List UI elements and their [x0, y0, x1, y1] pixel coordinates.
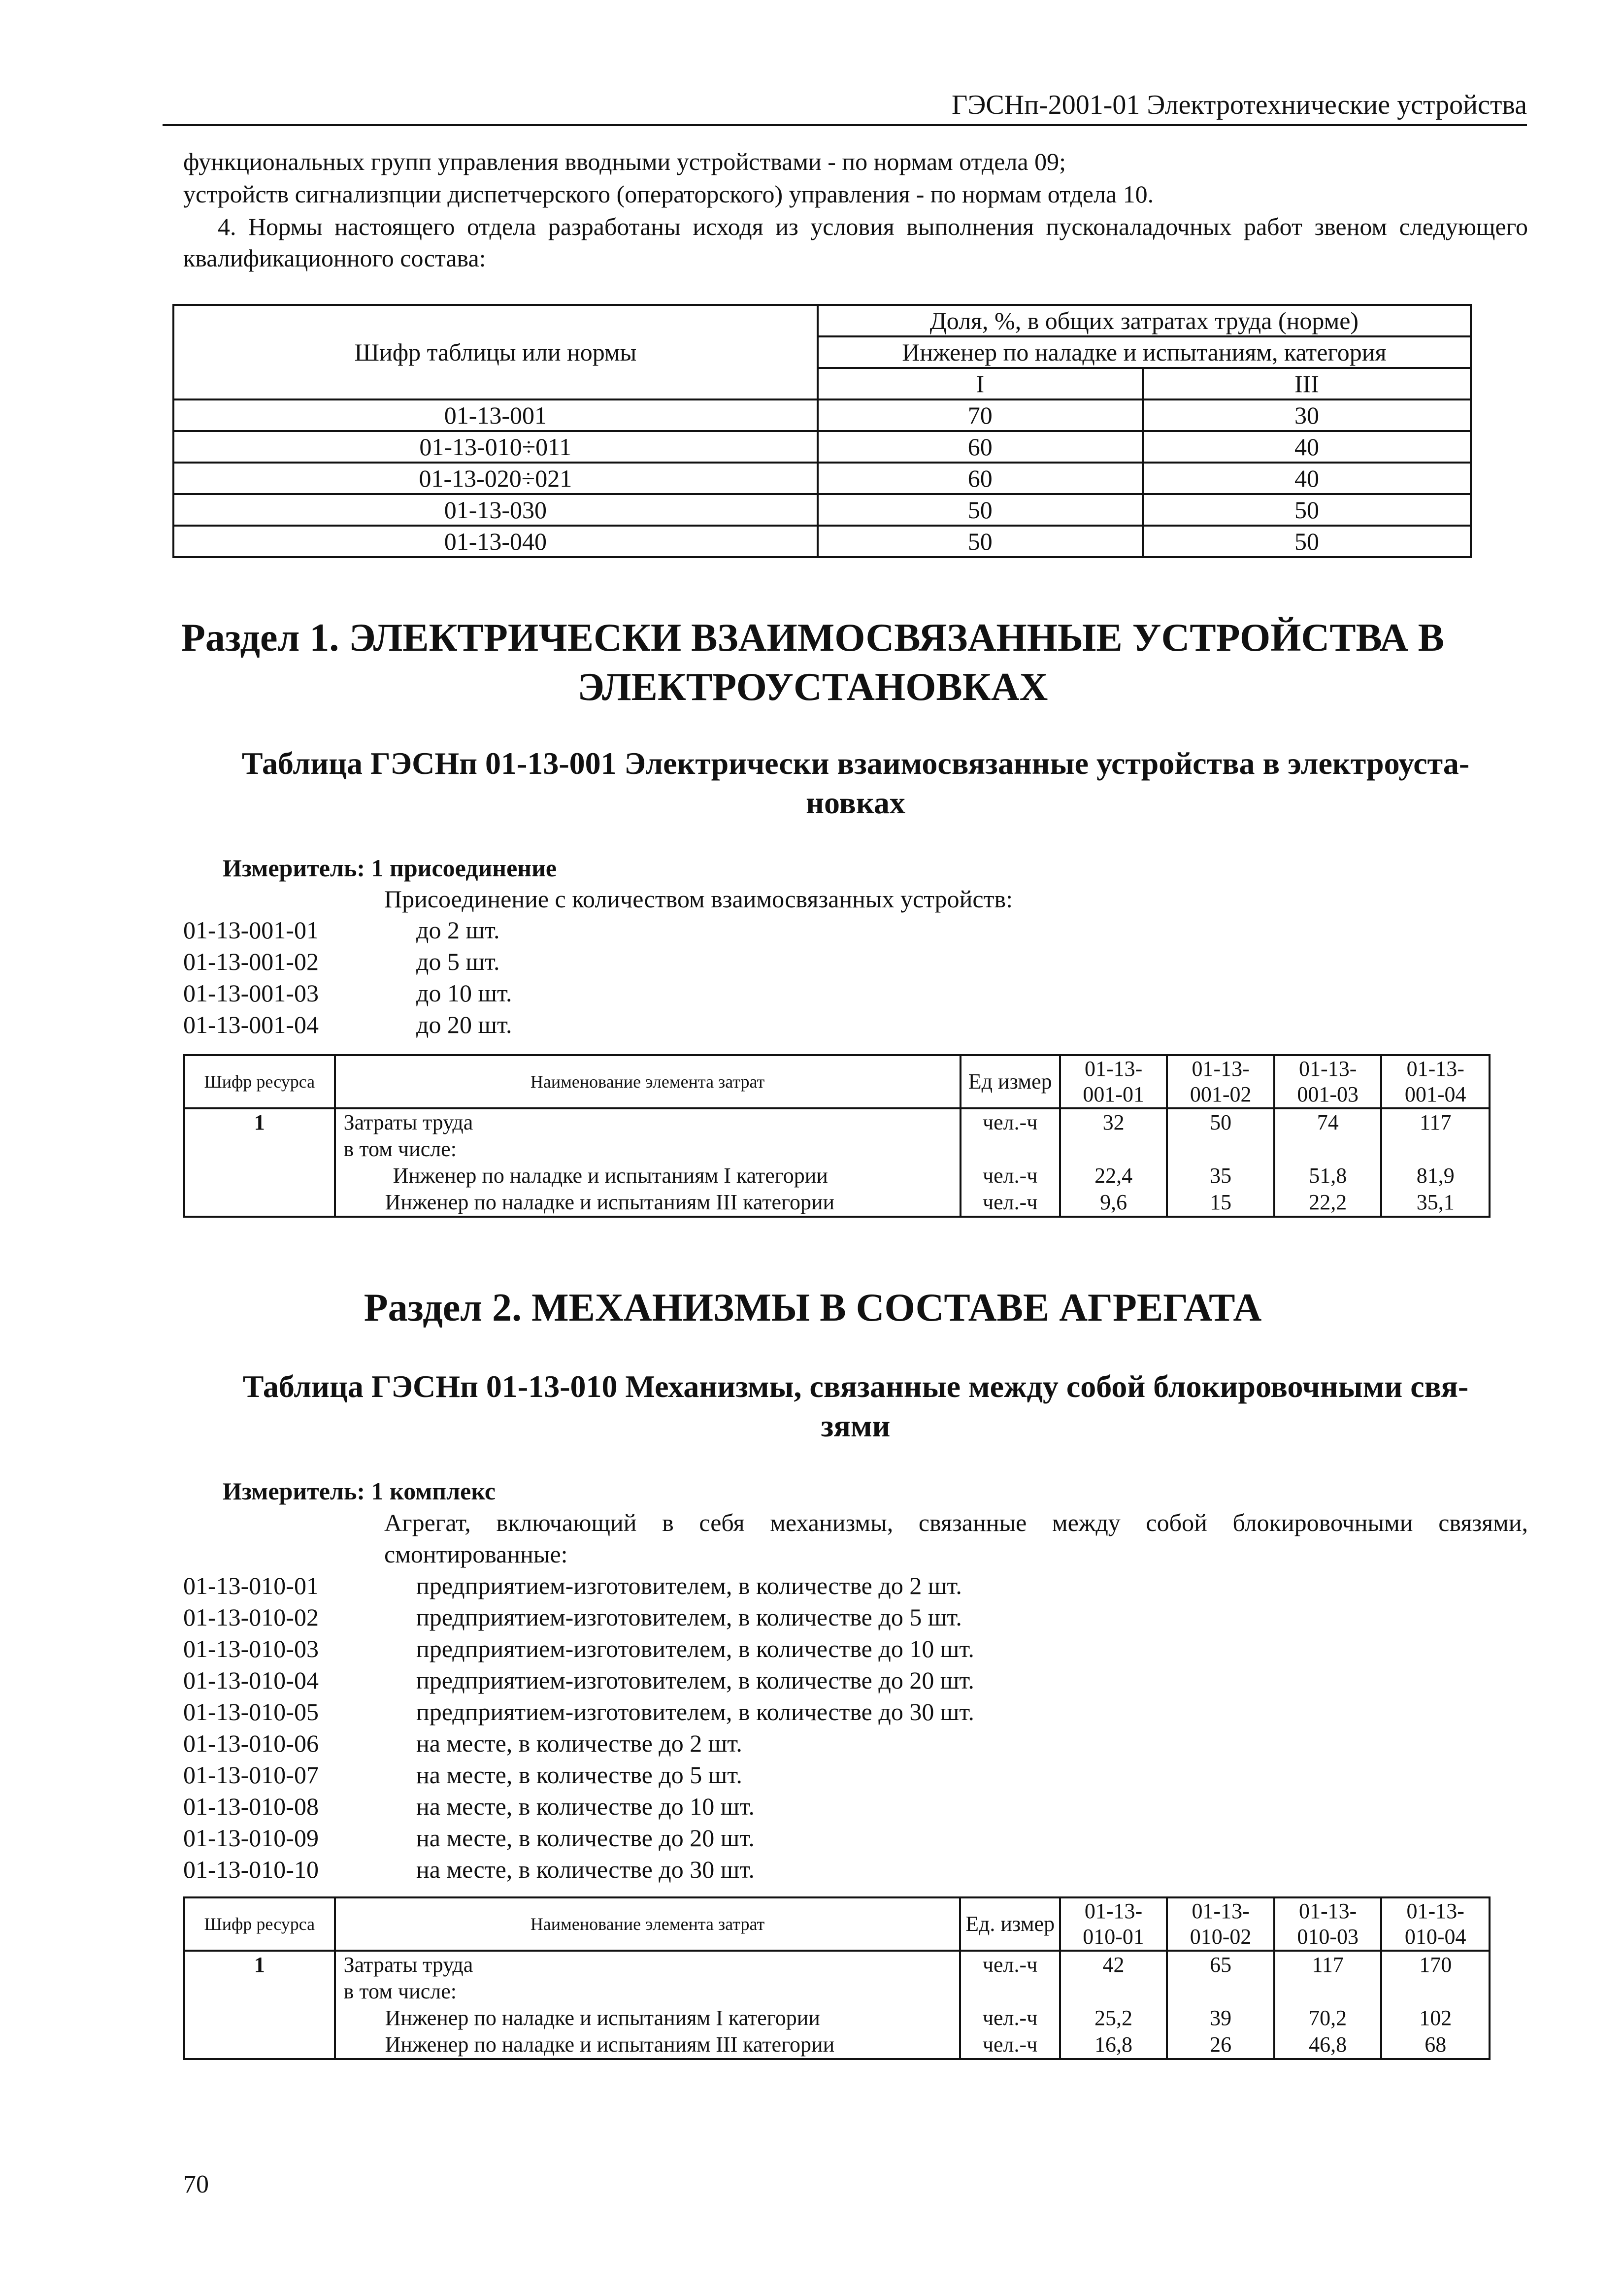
row-cat1-share: 60: [818, 463, 1143, 494]
header-norm-col: 01-13- 001-03: [1274, 1055, 1382, 1108]
row-including-label: в том числе:: [343, 1979, 457, 2003]
header-norm-col: 01-13- 010-01: [1060, 1897, 1167, 1951]
measure-2: [223, 1475, 496, 1507]
norm-table-001: [183, 1054, 1491, 1218]
item-code: 01-13-010-01: [183, 1572, 319, 1599]
item-code: 01-13-010-04: [183, 1666, 319, 1694]
header-cost-element: Наименование элемента затрат: [335, 1897, 961, 1951]
table-row: [173, 494, 1471, 526]
header-norm-col: 01-13- 010-03: [1274, 1897, 1382, 1951]
row-cat1-label: Инженер по наладке и испытаниям I категории: [393, 1163, 828, 1188]
row-code: 01-13-030: [173, 494, 818, 526]
header-norm-col: 01-13- 001-01: [1060, 1055, 1167, 1108]
item-code: 01-13-010-08: [183, 1793, 319, 1820]
row-cat1-share: 70: [818, 399, 1143, 431]
values-col-1: 32 22,4 9,6: [1060, 1108, 1167, 1217]
item-description: на месте, в количестве до 10 шт.: [416, 1793, 755, 1820]
item-code: 01-13-010-05: [183, 1698, 319, 1726]
table-row: [184, 1108, 1490, 1217]
item-code: 01-13-001-02: [183, 948, 319, 975]
row-cat3-share: 40: [1143, 431, 1471, 463]
row-total-label: Затраты труда: [343, 1953, 473, 1977]
intro-paragraph-4: 4. Нормы настоящего отдела разработаны исходя из условия выполнения пусконаладочных работ звеном следующего квалификационного состава:: [183, 213, 1528, 272]
category-1-header: I: [818, 368, 1143, 399]
row-cat3-label: Инженер по наладке и испытаниям III категории: [385, 1190, 835, 1214]
intro-line-1: функциональных групп управления вводными устройствами - по нормам отдела 09;: [183, 148, 1066, 175]
values-col-3: 117 70,2 46,8: [1274, 1951, 1382, 2059]
header-resource-code: Шифр ресурса: [184, 1897, 335, 1951]
header-resource-code: Шифр ресурса: [184, 1055, 335, 1108]
row-code: 01-13-040: [173, 526, 818, 557]
values-col-3: 74 51,8 22,2: [1274, 1108, 1382, 1217]
section-2-intro-line-1: Агрегат, включающий в себя механизмы, связанные между собой блокировочными связями,: [384, 1509, 1528, 1536]
item-description: предприятием-изготовителем, в количестве до 10 шт.: [416, 1635, 974, 1662]
header-cost-element: Наименование элемента затрат: [335, 1055, 961, 1108]
units: чел.-ч чел.-ч чел.-ч: [961, 1108, 1060, 1217]
section-1-title-line-1: Раздел 1. ЭЛЕКТРИЧЕСКИ ВЗАИМОСВЯЗАННЫЕ УСТРОЙСТВА В: [181, 616, 1445, 660]
measure-1: [223, 852, 557, 884]
table-row: [184, 1951, 1490, 2059]
cost-elements: [335, 1108, 961, 1217]
table-001-title-line-1: Таблица ГЭСНп 01-13-001 Электрически взаимосвязанные устройства в электроуста-: [241, 746, 1470, 781]
table-001-title-line-2: новках: [806, 785, 905, 820]
row-including-label: в том числе:: [343, 1137, 457, 1161]
item-description: на месте, в количестве до 2 шт.: [416, 1729, 742, 1757]
item-code: 01-13-010-07: [183, 1761, 319, 1789]
page-number: 70: [183, 2170, 209, 2198]
row-cat3-label: Инженер по наладке и испытаниям III категории: [385, 2032, 835, 2057]
header-norm-col: 01-13- 010-04: [1381, 1897, 1490, 1951]
item-code: 01-13-010-06: [183, 1729, 319, 1757]
row-cat3-share: 30: [1143, 399, 1471, 431]
header-norm-col: 01-13- 001-02: [1167, 1055, 1274, 1108]
values-col-2: 50 35 15: [1167, 1108, 1274, 1217]
table-row: [173, 431, 1471, 463]
item-description: до 2 шт.: [416, 916, 500, 944]
item-description: предприятием-изготовителем, в количестве до 2 шт.: [416, 1572, 962, 1599]
measure-value: 1 присоединение: [371, 854, 557, 882]
item-code: 01-13-010-09: [183, 1824, 319, 1852]
item-code: 01-13-010-10: [183, 1856, 319, 1883]
item-code: 01-13-010-02: [183, 1603, 319, 1631]
share-header: Доля, %, в общих затратах труда (норме): [818, 305, 1471, 336]
item-code: 01-13-010-03: [183, 1635, 319, 1662]
col-code-header: Шифр таблицы или нормы: [173, 305, 818, 399]
resource-code: 1: [184, 1108, 335, 1217]
intro-line-2: устройств сигнализпции диспетчерского (операторского) управления - по нормам отдела 10.: [183, 180, 1154, 208]
header-unit: Ед измер: [961, 1055, 1060, 1108]
table-010-title-line-2: зями: [821, 1408, 891, 1443]
measure-value: 1 комплекс: [371, 1477, 496, 1505]
section-2-intro-line-2: смонтированные:: [384, 1540, 568, 1568]
row-code: 01-13-010÷011: [173, 431, 818, 463]
row-cat3-share: 50: [1143, 526, 1471, 557]
header-unit: Ед. измер: [960, 1897, 1060, 1951]
row-code: 01-13-020÷021: [173, 463, 818, 494]
header-norm-col: 01-13- 001-04: [1381, 1055, 1490, 1108]
item-description: до 10 шт.: [416, 979, 512, 1007]
item-description: предприятием-изготовителем, в количестве до 5 шт.: [416, 1603, 962, 1631]
header-norm-col: 01-13- 010-02: [1167, 1897, 1274, 1951]
resource-code: 1: [184, 1951, 335, 2059]
units: чел.-ч чел.-ч чел.-ч: [960, 1951, 1060, 2059]
row-cat1-share: 50: [818, 494, 1143, 526]
item-description: на месте, в количестве до 30 шт.: [416, 1856, 755, 1883]
staff-composition-table: [172, 304, 1472, 558]
table-010-title-line-1: Таблица ГЭСНп 01-13-010 Механизмы, связанные между собой блокировочными свя-: [242, 1369, 1469, 1404]
table-row: [173, 463, 1471, 494]
item-description: на месте, в количестве до 5 шт.: [416, 1761, 742, 1789]
row-cat1-label: Инженер по наладке и испытаниям I категории: [385, 2006, 820, 2030]
engineer-header: Инженер по наладке и испытаниям, категория: [818, 336, 1471, 368]
row-code: 01-13-001: [173, 399, 818, 431]
category-3-header: III: [1143, 368, 1471, 399]
values-col-4: 117 81,9 35,1: [1381, 1108, 1490, 1217]
running-head: ГЭСНп-2001-01 Электротехнические устройства: [163, 88, 1527, 126]
values-col-1: 42 25,2 16,8: [1060, 1951, 1167, 2059]
item-description: предприятием-изготовителем, в количестве до 30 шт.: [416, 1698, 974, 1726]
measure-label: Измеритель:: [223, 1477, 365, 1505]
section-1-intro-text: Присоединение с количеством взаимосвязанных устройств:: [384, 885, 1013, 913]
item-description: до 5 шт.: [416, 948, 500, 975]
row-cat1-share: 50: [818, 526, 1143, 557]
measure-label: Измеритель:: [223, 854, 365, 882]
item-description: на месте, в количестве до 20 шт.: [416, 1824, 755, 1852]
norm-table-010: [183, 1896, 1491, 2060]
row-total-label: Затраты труда: [343, 1110, 473, 1134]
row-cat3-share: 40: [1143, 463, 1471, 494]
row-cat3-share: 50: [1143, 494, 1471, 526]
cost-elements: [335, 1951, 961, 2059]
item-code: 01-13-001-03: [183, 979, 319, 1007]
table-row: [173, 399, 1471, 431]
item-description: предприятием-изготовителем, в количестве до 20 шт.: [416, 1666, 974, 1694]
values-col-4: 170 102 68: [1381, 1951, 1490, 2059]
values-col-2: 65 39 26: [1167, 1951, 1274, 2059]
section-1-title-line-2: ЭЛЕКТРОУСТАНОВКАХ: [577, 665, 1048, 709]
row-cat1-share: 60: [818, 431, 1143, 463]
table-row: [173, 526, 1471, 557]
item-code: 01-13-001-01: [183, 916, 319, 944]
section-2-title: Раздел 2. МЕХАНИЗМЫ В СОСТАВЕ АГРЕГАТА: [364, 1286, 1262, 1329]
item-code: 01-13-001-04: [183, 1011, 319, 1038]
item-description: до 20 шт.: [416, 1011, 512, 1038]
